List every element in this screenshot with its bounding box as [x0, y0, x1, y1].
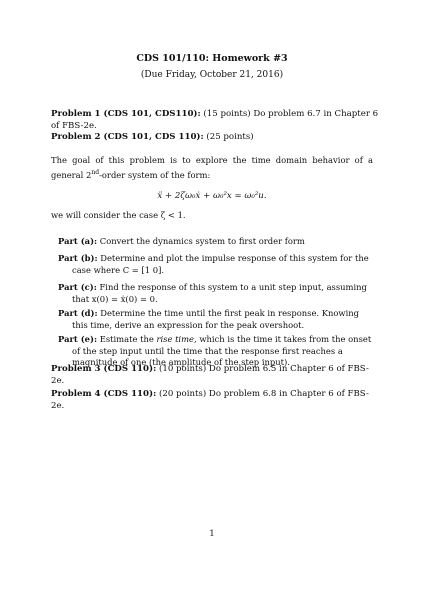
part-d-text: Determine the time until the first peak in response. Knowing this time, derive an expression for the peak overshoot.	[72, 308, 360, 330]
intro-text-b: -order system of the form:	[99, 169, 211, 180]
system-equation: ẍ + 2ζω₀ẋ + ω₀²x = ω₀²u.	[157, 191, 267, 201]
problem-4-text: (20 points) Do problem 6.8 in Chapter 6 of FBS-2e.	[51, 389, 369, 411]
part-b-text: Determine and plot the impulse response of this system for the case where C = [1 0].	[72, 253, 369, 275]
problem-4	[51, 388, 381, 412]
part-c-text: Find the response of this system to a unit step input, assuming that x(0) = ẋ(0) = 0.	[72, 282, 367, 304]
problem-2-text: (25 points)	[203, 132, 254, 142]
problem-1	[51, 108, 381, 132]
part-b	[58, 253, 374, 276]
problem-3-text: (10 points) Do problem 6.5 in Chapter 6 of FBS-2e.	[51, 364, 369, 386]
part-b-label: Part (b):	[58, 253, 98, 263]
part-e-emphasis: rise time	[156, 334, 195, 344]
problem-3	[51, 363, 381, 387]
part-a	[58, 236, 374, 248]
part-e-text-b: , which is the time it takes from the onset of the step input until the time that the response first reaches a magnitude of one (the amplitude of the step input).	[72, 334, 372, 367]
document-title: CDS 101/110: Homework #3	[136, 53, 288, 64]
page-number: 1	[209, 529, 215, 539]
problem-2-label: Problem 2 (CDS 101, CDS 110):	[51, 132, 204, 142]
part-a-label: Part (a):	[58, 236, 98, 246]
part-e-text-a: Estimate the	[97, 334, 157, 344]
due-date: (Due Friday, October 21, 2016)	[140, 70, 284, 80]
part-d-label: Part (d):	[58, 308, 98, 318]
problem-1-text: (15 points) Do problem 6.7 in Chapter 6 of FBS-2e.	[51, 109, 379, 131]
problem-2	[51, 131, 381, 143]
case-statement: we will consider the case ζ < 1.	[51, 210, 186, 220]
intro-text-a: The goal of this problem is to explore the time domain behavior of a general 2	[51, 155, 373, 180]
intro-superscript: nd	[91, 168, 100, 176]
part-e-label: Part (e):	[58, 334, 98, 344]
problem-4-label: Problem 4 (CDS 110):	[51, 389, 157, 399]
problem-1-label: Problem 1 (CDS 101, CDS110):	[51, 109, 201, 119]
part-c	[58, 282, 374, 305]
part-d	[58, 308, 374, 331]
problem-2-intro	[51, 155, 373, 181]
problem-3-label: Problem 3 (CDS 110):	[51, 364, 157, 374]
part-a-text: Convert the dynamics system to first order form	[97, 236, 305, 246]
part-c-label: Part (c):	[58, 282, 97, 292]
